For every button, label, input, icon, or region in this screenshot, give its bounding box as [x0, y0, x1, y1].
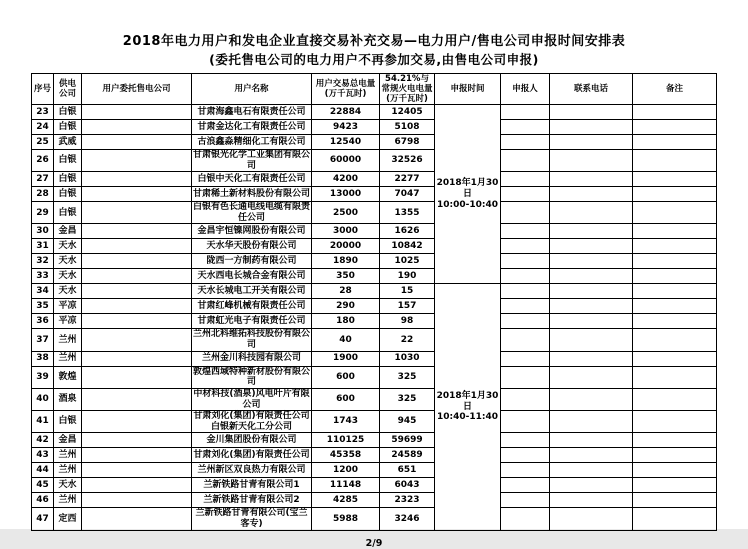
note-cell	[633, 314, 717, 329]
declare-time-cell	[435, 105, 501, 284]
phone-cell	[550, 299, 633, 314]
applicant-cell	[501, 299, 550, 314]
supply-company-cell: 白银	[54, 120, 82, 135]
total-energy-cell: 600	[312, 388, 380, 410]
agent-company-cell	[82, 478, 192, 493]
agent-company-cell	[82, 351, 192, 366]
applicant-cell	[501, 120, 550, 135]
supply-company-cell: 天水	[54, 478, 82, 493]
thermal-energy-cell: 325	[380, 388, 435, 410]
applicant-cell	[501, 269, 550, 284]
user-name-cell: 兰新铁路甘青有限公司1	[192, 478, 312, 493]
note-cell	[633, 463, 717, 478]
note-cell	[633, 329, 717, 351]
total-energy-cell: 5988	[312, 508, 380, 530]
supply-company-cell: 天水	[54, 269, 82, 284]
row-number-cell: 33	[32, 269, 54, 284]
total-energy-cell: 20000	[312, 239, 380, 254]
thermal-energy-cell: 12405	[380, 105, 435, 120]
phone-cell	[550, 150, 633, 172]
thermal-energy-cell: 98	[380, 314, 435, 329]
declare-time-range: 10:00-10:40	[436, 199, 499, 210]
phone-cell	[550, 433, 633, 448]
row-number-cell: 43	[32, 448, 54, 463]
row-number-cell: 24	[32, 120, 54, 135]
applicant-cell	[501, 314, 550, 329]
phone-cell	[550, 172, 633, 187]
applicant-cell	[501, 433, 550, 448]
agent-company-cell	[82, 508, 192, 530]
applicant-cell	[501, 478, 550, 493]
agent-company-cell	[82, 187, 192, 202]
phone-cell	[550, 448, 633, 463]
table-row	[32, 433, 717, 448]
row-number-cell: 26	[32, 150, 54, 172]
table-row	[32, 120, 717, 135]
note-cell	[633, 351, 717, 366]
note-cell	[633, 493, 717, 508]
user-name-cell: 金川集团股份有限公司	[192, 433, 312, 448]
row-number-cell: 47	[32, 508, 54, 530]
thermal-energy-cell: 1030	[380, 351, 435, 366]
applicant-cell	[501, 329, 550, 351]
row-number-cell: 32	[32, 254, 54, 269]
supply-company-cell: 白银	[54, 172, 82, 187]
note-cell	[633, 269, 717, 284]
agent-company-cell	[82, 299, 192, 314]
total-energy-cell: 22884	[312, 105, 380, 120]
declare-date: 2018年1月30日	[436, 391, 499, 412]
note-cell	[633, 224, 717, 239]
agent-company-cell	[82, 239, 192, 254]
applicant-cell	[501, 351, 550, 366]
agent-company-cell	[82, 224, 192, 239]
row-number-cell: 36	[32, 314, 54, 329]
phone-cell	[550, 463, 633, 478]
note-cell	[633, 120, 717, 135]
agent-company-cell	[82, 314, 192, 329]
applicant-cell	[501, 366, 550, 388]
user-name-cell: 甘肃红峰机械有限责任公司	[192, 299, 312, 314]
agent-company-cell	[82, 172, 192, 187]
user-name-cell: 兰新铁路甘青有限公司2	[192, 493, 312, 508]
thermal-energy-cell: 157	[380, 299, 435, 314]
row-number-cell: 41	[32, 411, 54, 433]
note-cell	[633, 202, 717, 224]
supply-company-cell: 酒泉	[54, 388, 82, 410]
document-title: 2018年电力用户和发电企业直接交易补充交易—电力用户/售电公司申报时间安排表	[122, 34, 626, 49]
row-number-cell: 37	[32, 329, 54, 351]
thermal-energy-cell: 1626	[380, 224, 435, 239]
applicant-cell	[501, 448, 550, 463]
note-cell	[633, 284, 717, 299]
note-cell	[633, 411, 717, 433]
supply-company-cell: 白银	[54, 202, 82, 224]
table-row	[32, 284, 717, 299]
table-row	[32, 150, 717, 172]
user-name-cell: 陇西一方制药有限公司	[192, 254, 312, 269]
applicant-cell	[501, 239, 550, 254]
table-row	[32, 508, 717, 530]
note-cell	[633, 187, 717, 202]
table-row	[32, 254, 717, 269]
applicant-cell	[501, 254, 550, 269]
supply-company-cell: 天水	[54, 239, 82, 254]
phone-cell	[550, 269, 633, 284]
user-name-cell: 甘肃海鑫电石有限责任公司	[192, 105, 312, 120]
table-row	[32, 202, 717, 224]
page-number: 2/9	[365, 537, 383, 549]
agent-company-cell	[82, 388, 192, 410]
applicant-cell	[501, 150, 550, 172]
applicant-cell	[501, 463, 550, 478]
document-subtitle: (委托售电公司的电力用户不再参加交易,由售电公司申报)	[209, 52, 539, 67]
phone-cell	[550, 187, 633, 202]
table-row	[32, 239, 717, 254]
table-row	[32, 105, 717, 120]
phone-cell	[550, 284, 633, 299]
total-energy-cell: 28	[312, 284, 380, 299]
table-row	[32, 187, 717, 202]
note-cell	[633, 105, 717, 120]
user-name-cell: 兰州新区双良热力有限公司	[192, 463, 312, 478]
phone-cell	[550, 314, 633, 329]
table-row	[32, 224, 717, 239]
row-number-cell: 40	[32, 388, 54, 410]
agent-company-cell	[82, 150, 192, 172]
user-name-cell: 甘肃虹光电子有限责任公司	[192, 314, 312, 329]
note-cell	[633, 254, 717, 269]
phone-cell	[550, 388, 633, 410]
note-cell	[633, 150, 717, 172]
header-thermal-energy: 54.21%与常规火电电量(万千瓦时)	[381, 74, 433, 105]
total-energy-cell: 290	[312, 299, 380, 314]
user-name-cell: 甘肃金达化工有限责任公司	[192, 120, 312, 135]
total-energy-cell: 350	[312, 269, 380, 284]
table-row	[32, 366, 717, 388]
thermal-energy-cell: 24589	[380, 448, 435, 463]
table-body	[32, 105, 717, 531]
user-name-cell: 白银有色长通电线电缆有限责任公司	[193, 202, 311, 223]
phone-cell	[550, 254, 633, 269]
supply-company-cell: 平凉	[54, 314, 82, 329]
user-name-cell: 甘肃稀土新材料股份有限公司	[192, 187, 312, 202]
total-energy-cell: 13000	[312, 187, 380, 202]
thermal-energy-cell: 3246	[380, 508, 435, 530]
row-number-cell: 46	[32, 493, 54, 508]
supply-company-cell: 兰州	[54, 493, 82, 508]
user-name-cell: 天水长城电工开关有限公司	[192, 284, 312, 299]
user-name-cell: 天水西电长城合金有限公司	[192, 269, 312, 284]
header-total-energy: 用户交易总电量(万千瓦时)	[312, 74, 380, 105]
declare-time-range: 10:40-11:40	[436, 412, 499, 423]
applicant-cell	[501, 493, 550, 508]
agent-company-cell	[82, 366, 192, 388]
table-row	[32, 478, 717, 493]
agent-company-cell	[82, 463, 192, 478]
supply-company-cell: 天水	[54, 254, 82, 269]
table-row	[32, 448, 717, 463]
phone-cell	[550, 329, 633, 351]
table-row	[32, 388, 717, 410]
total-energy-cell: 40	[312, 329, 380, 351]
header-declare-time: 申报时间	[435, 74, 501, 105]
row-number-cell: 39	[32, 366, 54, 388]
agent-company-cell	[82, 254, 192, 269]
supply-company-cell: 白银	[54, 105, 82, 120]
note-cell	[633, 299, 717, 314]
applicant-cell	[501, 508, 550, 530]
phone-cell	[550, 239, 633, 254]
header-applicant: 申报人	[501, 74, 550, 105]
total-energy-cell: 1200	[312, 463, 380, 478]
phone-cell	[550, 224, 633, 239]
supply-company-cell: 白银	[54, 187, 82, 202]
supply-company-cell: 天水	[54, 284, 82, 299]
thermal-energy-cell: 32526	[380, 150, 435, 172]
table-row	[32, 493, 717, 508]
thermal-energy-cell: 190	[380, 269, 435, 284]
total-energy-cell: 3000	[312, 224, 380, 239]
total-energy-cell: 12540	[312, 135, 380, 150]
thermal-energy-cell: 22	[380, 329, 435, 351]
thermal-energy-cell: 1025	[380, 254, 435, 269]
thermal-energy-cell: 6798	[380, 135, 435, 150]
row-number-cell: 23	[32, 105, 54, 120]
agent-company-cell	[82, 329, 192, 351]
applicant-cell	[501, 388, 550, 410]
user-name-cell: 天水华天股份有限公司	[192, 239, 312, 254]
thermal-energy-cell: 945	[380, 411, 435, 433]
agent-company-cell	[82, 105, 192, 120]
row-number-cell: 38	[32, 351, 54, 366]
user-name-cell: 兰州北科维拓科技股份有限公司	[193, 329, 311, 351]
header-supply-company: 供电公司	[54, 74, 82, 105]
user-name-cell: 中材科技(酒泉)风电叶片有限公司	[193, 388, 310, 410]
phone-cell	[550, 351, 633, 366]
supply-company-cell: 金昌	[54, 433, 82, 448]
applicant-cell	[501, 187, 550, 202]
phone-cell	[550, 411, 633, 433]
row-number-cell: 30	[32, 224, 54, 239]
total-energy-cell: 110125	[312, 433, 380, 448]
applicant-cell	[501, 284, 550, 299]
applicant-cell	[501, 224, 550, 239]
row-number-cell: 29	[32, 202, 54, 224]
total-energy-cell: 1900	[312, 351, 380, 366]
user-name-cell: 古浪鑫淼精细化工有限公司	[192, 135, 312, 150]
table-header	[32, 74, 717, 105]
phone-cell	[550, 478, 633, 493]
user-name-cell: 敦煌西域特种新材股份有限公司	[193, 366, 311, 388]
note-cell	[633, 478, 717, 493]
header-row	[32, 74, 717, 105]
total-energy-cell: 1743	[312, 411, 380, 433]
total-energy-cell: 1890	[312, 254, 380, 269]
user-name-cell: 甘肃刘化(集团)有限责任公司	[192, 448, 312, 463]
row-number-cell: 42	[32, 433, 54, 448]
agent-company-cell	[82, 411, 192, 433]
declare-date: 2018年1月30日	[436, 178, 499, 199]
table-row	[32, 299, 717, 314]
phone-cell	[550, 493, 633, 508]
supply-company-cell: 兰州	[54, 351, 82, 366]
phone-cell	[550, 202, 633, 224]
table-row	[32, 329, 717, 351]
applicant-cell	[501, 202, 550, 224]
user-name-cell: 金昌宇恒镍网股份有限公司	[192, 224, 312, 239]
total-energy-cell: 4200	[312, 172, 380, 187]
agent-company-cell	[82, 135, 192, 150]
phone-cell	[550, 105, 633, 120]
schedule-table	[31, 73, 717, 531]
phone-cell	[550, 120, 633, 135]
thermal-energy-cell: 59699	[380, 433, 435, 448]
phone-cell	[550, 135, 633, 150]
header-user-name: 用户名称	[192, 74, 312, 105]
header-note: 备注	[633, 74, 717, 105]
note-cell	[633, 239, 717, 254]
total-energy-cell: 60000	[312, 150, 380, 172]
total-energy-cell: 11148	[312, 478, 380, 493]
thermal-energy-cell: 2277	[380, 172, 435, 187]
agent-company-cell	[82, 493, 192, 508]
thermal-energy-cell: 325	[380, 366, 435, 388]
agent-company-cell	[82, 284, 192, 299]
total-energy-cell: 9423	[312, 120, 380, 135]
row-number-cell: 35	[32, 299, 54, 314]
total-energy-cell: 45358	[312, 448, 380, 463]
table-row	[32, 269, 717, 284]
thermal-energy-cell: 10842	[380, 239, 435, 254]
table-row	[32, 351, 717, 366]
thermal-energy-cell: 5108	[380, 120, 435, 135]
supply-company-cell: 兰州	[54, 463, 82, 478]
agent-company-cell	[82, 120, 192, 135]
user-name-cell: 白银中天化工有限责任公司	[192, 172, 312, 187]
thermal-energy-cell: 651	[380, 463, 435, 478]
total-energy-cell: 4285	[312, 493, 380, 508]
applicant-cell	[501, 135, 550, 150]
thermal-energy-cell: 6043	[380, 478, 435, 493]
user-name-cell: 甘肃刘化(集团)有限责任公司白银新天化工分公司	[193, 411, 310, 432]
table-row	[32, 411, 717, 433]
applicant-cell	[501, 105, 550, 120]
note-cell	[633, 172, 717, 187]
supply-company-cell: 武威	[54, 135, 82, 150]
note-cell	[633, 388, 717, 410]
user-name-cell: 甘肃银光化学工业集团有限公司	[193, 150, 311, 171]
row-number-cell: 44	[32, 463, 54, 478]
total-energy-cell: 180	[312, 314, 380, 329]
row-number-cell: 25	[32, 135, 54, 150]
supply-company-cell: 平凉	[54, 299, 82, 314]
header-row-number: 序号	[32, 74, 54, 105]
row-number-cell: 27	[32, 172, 54, 187]
supply-company-cell: 白银	[54, 411, 82, 433]
thermal-energy-cell: 7047	[380, 187, 435, 202]
table-row	[32, 463, 717, 478]
row-number-cell: 45	[32, 478, 54, 493]
thermal-energy-cell: 15	[380, 284, 435, 299]
table-row	[32, 135, 717, 150]
row-number-cell: 28	[32, 187, 54, 202]
user-name-cell: 兰新铁路甘青有限公司(宝兰客专)	[192, 508, 312, 530]
supply-company-cell: 敦煌	[54, 366, 82, 388]
thermal-energy-cell: 2323	[380, 493, 435, 508]
agent-company-cell	[82, 202, 192, 224]
supply-company-cell: 白银	[54, 150, 82, 172]
agent-company-cell	[82, 433, 192, 448]
phone-cell	[550, 366, 633, 388]
thermal-energy-cell: 1355	[380, 202, 435, 224]
user-name-cell: 兰州金川科技园有限公司	[192, 351, 312, 366]
phone-cell	[550, 508, 633, 530]
note-cell	[633, 448, 717, 463]
note-cell	[633, 135, 717, 150]
declare-time-cell	[435, 284, 501, 530]
total-energy-cell: 2500	[312, 202, 380, 224]
table-row	[32, 314, 717, 329]
note-cell	[633, 433, 717, 448]
row-number-cell: 31	[32, 239, 54, 254]
note-cell	[633, 366, 717, 388]
supply-company-cell: 兰州	[54, 329, 82, 351]
header-contact-phone: 联系电话	[550, 74, 633, 105]
supply-company-cell: 兰州	[54, 448, 82, 463]
agent-company-cell	[82, 448, 192, 463]
supply-company-cell: 金昌	[54, 224, 82, 239]
row-number-cell: 34	[32, 284, 54, 299]
note-cell	[633, 508, 717, 530]
agent-company-cell	[82, 269, 192, 284]
header-agent-company: 用户委托售电公司	[82, 74, 192, 105]
applicant-cell	[501, 411, 550, 433]
total-energy-cell: 600	[312, 366, 380, 388]
table-row	[32, 172, 717, 187]
supply-company-cell: 定西	[54, 508, 82, 530]
applicant-cell	[501, 172, 550, 187]
